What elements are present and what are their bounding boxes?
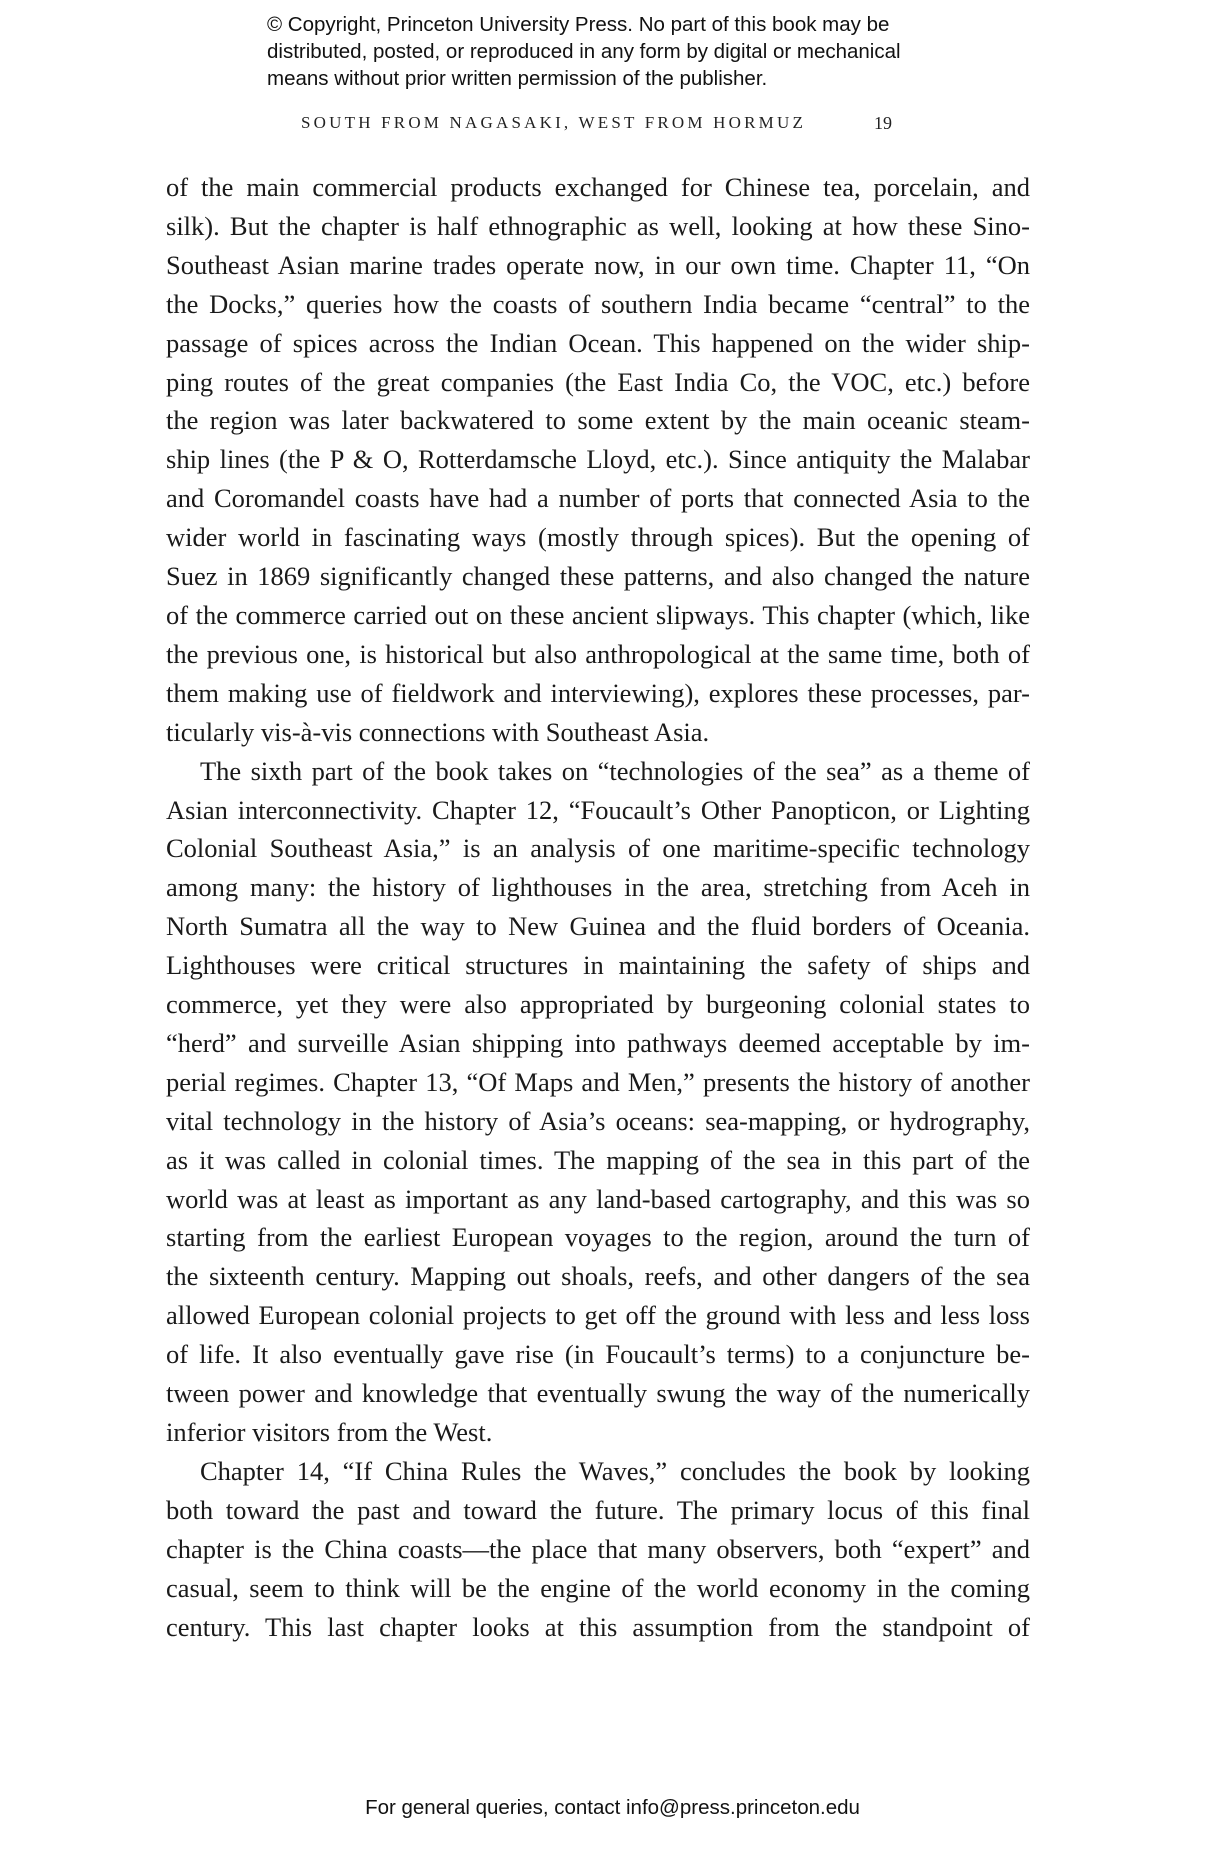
body-line: Chapter 14, “If China Rules the Waves,” concludes the book by looking <box>200 1455 1030 1486</box>
copyright-line: © Copyright, Princeton University Press. No part of this book may be <box>267 13 890 36</box>
body-line: ship lines (the P & O, Rotterdamsche Lloyd, etc.). Since antiquity the Malabar <box>166 444 1030 475</box>
body-line: North Sumatra all the way to New Guinea and the fluid borders of Oceania. <box>166 911 1030 942</box>
body-line: both toward the past and toward the future. The primary locus of this final <box>166 1494 1030 1525</box>
body-line: silk). But the chapter is half ethnographic as well, looking at how these Sino- <box>166 210 1030 241</box>
page-number: 19 <box>874 113 892 133</box>
body-line: chapter is the China coasts—the place that many observers, both “expert” and <box>166 1533 1030 1564</box>
body-text <box>166 168 1030 1646</box>
body-line: of the commerce carried out on these ancient slipways. This chapter (which, like <box>166 599 1030 630</box>
body-line: and Coromandel coasts have had a number of ports that connected Asia to the <box>166 483 1030 514</box>
body-line: century. This last chapter looks at this assumption from the standpoint of <box>166 1611 1030 1642</box>
body-line: them making use of fieldwork and interviewing), explores these processes, par- <box>166 677 1030 708</box>
body-line: allowed European colonial projects to get off the ground with less and less loss <box>166 1300 1030 1331</box>
copyright-line: distributed, posted, or reproduced in any form by digital or mechanical <box>267 40 901 63</box>
copyright-notice <box>267 11 1047 92</box>
body-line: of life. It also eventually gave rise (in Foucault’s terms) to a conjuncture be- <box>166 1339 1030 1370</box>
body-line: Suez in 1869 significantly changed these patterns, and also changed the nature <box>166 561 1030 592</box>
body-line: vital technology in the history of Asia’s oceans: sea-mapping, or hydrography, <box>166 1105 1030 1136</box>
body-line: of the main commercial products exchanged for Chinese tea, porcelain, and <box>166 172 1030 202</box>
body-line: ping routes of the great companies (the East India Co, the VOC, etc.) before <box>166 366 1030 397</box>
body-line: Lighthouses were critical structures in maintaining the safety of ships and <box>166 950 1030 981</box>
body-line: Southeast Asian marine trades operate now, in our own time. Chapter 11, “On <box>166 249 1030 280</box>
running-head: SOUTH FROM NAGASAKI, WEST FROM HORMUZ <box>301 113 807 132</box>
body-line: casual, seem to think will be the engine of the world economy in the coming <box>166 1572 1030 1603</box>
body-line: the sixteenth century. Mapping out shoals, reefs, and other dangers of the sea <box>166 1261 1030 1292</box>
footer-contact: For general queries, contact info@press.princeton.edu <box>365 1796 860 1819</box>
body-line: passage of spices across the Indian Ocean. This happened on the wider ship- <box>166 327 1030 358</box>
body-line: Colonial Southeast Asia,” is an analysis of one maritime-specific technology <box>166 833 1030 864</box>
body-line: commerce, yet they were also appropriated by burgeoning colonial states to <box>166 989 1030 1020</box>
body-line: as it was called in colonial times. The mapping of the sea in this part of the <box>166 1144 1030 1175</box>
body-line: ticularly vis-à-vis connections with Southeast Asia. <box>166 716 710 747</box>
body-line: among many: the history of lighthouses in the area, stretching from Aceh in <box>166 872 1030 903</box>
copyright-line: means without prior written permission of the publisher. <box>267 67 768 90</box>
body-line: Asian interconnectivity. Chapter 12, “Foucault’s Other Panopticon, or Lighting <box>166 794 1030 825</box>
body-line: “herd” and surveille Asian shipping into pathways deemed acceptable by im- <box>166 1027 1030 1058</box>
body-line: the region was later backwatered to some extent by the main oceanic steam- <box>166 405 1030 436</box>
body-line: tween power and knowledge that eventually swung the way of the numerically <box>166 1378 1030 1409</box>
body-line: The sixth part of the book takes on “technologies of the sea” as a theme of <box>200 755 1030 786</box>
body-line: the Docks,” queries how the coasts of southern India became “central” to the <box>166 288 1030 319</box>
body-line: starting from the earliest European voyages to the region, around the turn of <box>166 1222 1030 1253</box>
body-line: the previous one, is historical but also anthropological at the same time, both of <box>166 638 1030 669</box>
body-line: wider world in fascinating ways (mostly through spices). But the opening of <box>166 522 1030 553</box>
body-line: world was at least as important as any land-based cartography, and this was so <box>166 1183 1030 1214</box>
body-line: inferior visitors from the West. <box>166 1417 493 1447</box>
body-line: perial regimes. Chapter 13, “Of Maps and Men,” presents the history of another <box>166 1066 1030 1097</box>
